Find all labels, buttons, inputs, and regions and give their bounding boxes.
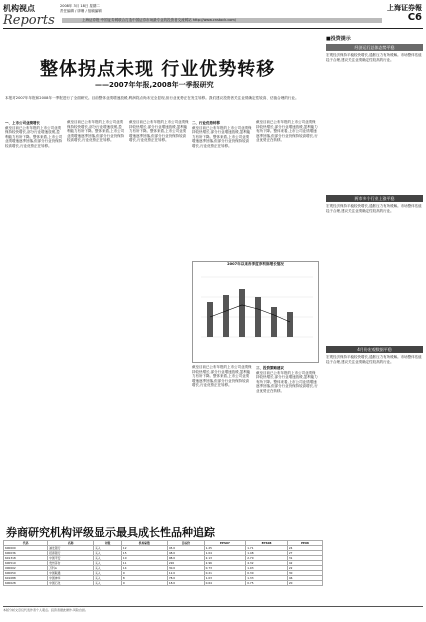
table-header-cell: PE08: [287, 541, 322, 546]
article-subtitle: ——2007年年报,2008年一季报研究: [95, 81, 214, 89]
table-cell: 贵州茅台: [48, 561, 94, 566]
body-text: 截至目前已公布年报的上市公司业绩保持较快增长,部分行业增速放缓,盈利能力有所下降。整体来看,上市公司业绩增速逐季回落,但部分行业仍保持较高增长,行业优势正在转移。: [256, 370, 318, 393]
sidebar-heading: ■投资提示: [326, 36, 351, 42]
table-cell: 1.03: [204, 576, 246, 581]
table-cell: 0.30: [246, 571, 288, 576]
table-header-cell: 机构家数: [121, 541, 167, 546]
table-cell: 220: [167, 561, 204, 566]
section-heading: 一、上市公司业绩增长: [5, 121, 40, 125]
paper-name: 机构视点: [3, 4, 35, 13]
table-cell: 10: [121, 556, 167, 561]
table-cell: 600050: [4, 571, 48, 576]
table-cell: 98.0: [167, 556, 204, 561]
table-header-cell: EPS08: [246, 541, 288, 546]
table-cell: 600519: [4, 561, 48, 566]
table-cell: 12.0: [167, 571, 204, 576]
column-4b: [192, 365, 252, 520]
article-intro: 本报对2007年年报和2008年一季报进行了全面研究。目前整体业绩增速放缓,利润拐点尚未完全显现,但行业优势正在发生转移。我们建议投资者关注业绩确定性较高、估值合理的行业。: [5, 96, 299, 100]
masthead-info: [60, 4, 210, 13]
table-cell: 1.71: [246, 546, 288, 551]
table-cell: 27: [287, 551, 322, 556]
table-header-cell: EPS07: [204, 541, 246, 546]
body-text: 截至目前已公布年报的上市公司业绩保持较快增长,部分行业增速放缓,盈利能力有所下降。整体来看,上市公司业绩增速逐季回落,但部分行业仍保持较高增长,行业优势正在转移。: [192, 365, 252, 388]
column-5b: [256, 365, 318, 520]
editor-line: 责任编辑 / 廖珊 / 组稿编辑: [60, 8, 102, 13]
table-cell: 14: [121, 566, 167, 571]
body-text: 截至目前已公布年报的上市公司业绩保持较快增长,部分行业增速放缓,盈利能力有所下降。整体来看,上市公司业绩增速逐季回落,但部分行业仍保持较高增长,行业优势正在转移。: [256, 120, 318, 143]
table-cell: 买入: [94, 561, 122, 566]
body-text: 截至目前已公布年报的上市公司业绩保持较快增长,部分行业增速放缓,盈利能力有所下降。整体来看,上市公司业绩增速逐季回落,但部分行业仍保持较高增长,行业优势正在转移。: [192, 125, 252, 148]
table-cell: 1.48: [246, 551, 288, 556]
table-cell: 48.0: [167, 551, 204, 556]
table-cell: 601318: [4, 556, 48, 561]
table-cell: 18.0: [167, 581, 204, 586]
sidebar: [326, 35, 423, 530]
table-cell: 9: [121, 581, 167, 586]
sidebar-text: 宏观经济保持平稳较快增长,通胀压力有所缓解。市场整体估值趋于合理,建议关注业绩确定性较高的行业。: [326, 204, 422, 213]
footer-divider: [3, 606, 423, 607]
table-cell: 0.73: [204, 566, 246, 571]
footer-note: 本版分析文章仅代表作者个人观点。投资者据此操作,风险自担。: [3, 608, 88, 612]
paper-name-right: 上海证券報: [387, 3, 422, 12]
table-cell: 46: [287, 576, 322, 581]
bottom-table-section: [3, 524, 323, 586]
table-cell: 12: [121, 546, 167, 551]
table-cell: 2.13: [204, 556, 246, 561]
table-cell: 78.0: [167, 576, 204, 581]
section-title: Reports: [3, 13, 55, 28]
table-cell: 买入: [94, 556, 122, 561]
body-text: 截至目前已公布年报的上市公司业绩保持较快增长,部分行业增速放缓,盈利能力有所下降。整体来看,上市公司业绩增速逐季回落,但部分行业仍保持较高增长,行业优势正在转移。: [5, 125, 63, 148]
table-cell: 30.0: [167, 566, 204, 571]
banner-bar: [62, 18, 382, 23]
table-cell: 中国石化: [48, 581, 94, 586]
table-cell: 中国神华: [48, 576, 94, 581]
column-2: [67, 120, 125, 520]
table-cell: 1.25: [204, 546, 246, 551]
table-cell: 买入: [94, 576, 122, 581]
chart-graphic: [193, 267, 318, 357]
masthead: [0, 0, 426, 40]
body-text: 截至目前已公布年报的上市公司业绩保持较快增长,部分行业增速放缓,盈利能力有所下降。整体来看,上市公司业绩增速逐季回落,但部分行业仍保持较高增长,行业优势正在转移。: [129, 120, 189, 143]
banner-text: 上海证券报·中国证券网联合打造中国证券市场最专业的投资者交流网站 http://www.cnstock.com/: [82, 18, 237, 22]
sidebar-box-title: 4月份宏观数据平稳: [326, 346, 423, 353]
table-cell: 15: [121, 551, 167, 556]
table-row: [4, 581, 323, 586]
table-cell: 1.33: [246, 576, 288, 581]
sidebar-text: 宏观经济保持平稳较快增长,通胀压力有所缓解。市场整体估值趋于合理,建议关注业绩确定性较高的行业。: [326, 53, 422, 62]
table-cell: 买入: [94, 546, 122, 551]
table-cell: 20: [287, 581, 322, 586]
section-heading: 二、行业优势转移: [192, 121, 220, 125]
table-cell: 42: [287, 561, 322, 566]
table-body: [4, 546, 323, 586]
column-4: [192, 120, 252, 260]
column-5: [256, 120, 318, 260]
table-cell: 45.0: [167, 546, 204, 551]
table-cell: 招商银行: [48, 551, 94, 556]
table-cell: 11: [121, 561, 167, 566]
table-cell: 买入: [94, 581, 122, 586]
table-cell: 0.64: [204, 581, 246, 586]
table-cell: 浦发银行: [48, 546, 94, 551]
table-cell: 8: [121, 576, 167, 581]
sidebar-box-title: 经济运行总体态势平稳: [326, 44, 423, 51]
sidebar-text: 宏观经济保持平稳较快增长,通胀压力有所缓解。市场整体估值趋于合理,建议关注业绩确定性较高的行业。: [326, 355, 422, 364]
table-cell: 24: [287, 546, 322, 551]
table-cell: 1.03: [246, 566, 288, 571]
section-heading: 三、投资策略建议: [256, 366, 284, 370]
table-cell: 买入: [94, 566, 122, 571]
table-cell: 中国联通: [48, 571, 94, 576]
table-cell: 30: [287, 571, 322, 576]
page-number: C6: [407, 12, 422, 23]
table-cell: 4.32: [246, 561, 288, 566]
table-cell: 0.21: [204, 571, 246, 576]
table-cell: 0.75: [246, 581, 288, 586]
table-cell: 600028: [4, 581, 48, 586]
rating-table: [3, 540, 323, 586]
table-header-cell: 评级: [94, 541, 122, 546]
column-3: [129, 120, 189, 520]
table-title: 券商研究机构评级显示最具成长性品种追踪: [6, 526, 215, 539]
table-cell: 600036: [4, 551, 48, 556]
table-cell: 万科A: [48, 566, 94, 571]
table-cell: 中国平安: [48, 556, 94, 561]
table-cell: 000002: [4, 566, 48, 571]
masthead-divider: [3, 28, 423, 29]
sidebar-box-title: 两市多个行业上涨平稳: [326, 195, 423, 202]
table-cell: 2.96: [204, 561, 246, 566]
date-line: 2008年 3月 18日 星期二: [60, 4, 100, 8]
article-title: 整体拐点未现 行业优势转移: [40, 59, 276, 80]
column-1: [5, 120, 63, 520]
table-header-cell: 目标价: [167, 541, 204, 546]
table-cell: 600000: [4, 546, 48, 551]
table-cell: 9: [121, 571, 167, 576]
chart-caption: 2007年以来各季度净利润增长情况: [227, 262, 284, 266]
table-cell: 1.04: [204, 551, 246, 556]
table-cell: 买入: [94, 571, 122, 576]
table-cell: 买入: [94, 551, 122, 556]
table-cell: 2.70: [246, 556, 288, 561]
table-cell: 31: [287, 556, 322, 561]
table-cell: 601088: [4, 576, 48, 581]
article-chart: [192, 261, 319, 363]
table-cell: 22: [287, 566, 322, 571]
body-text: 截至目前已公布年报的上市公司业绩保持较快增长,部分行业增速放缓,盈利能力有所下降。整体来看,上市公司业绩增速逐季回落,但部分行业仍保持较高增长,行业优势正在转移。: [67, 120, 125, 143]
table-header-cell: 代码: [4, 541, 48, 546]
table-header-cell: 名称: [48, 541, 94, 546]
